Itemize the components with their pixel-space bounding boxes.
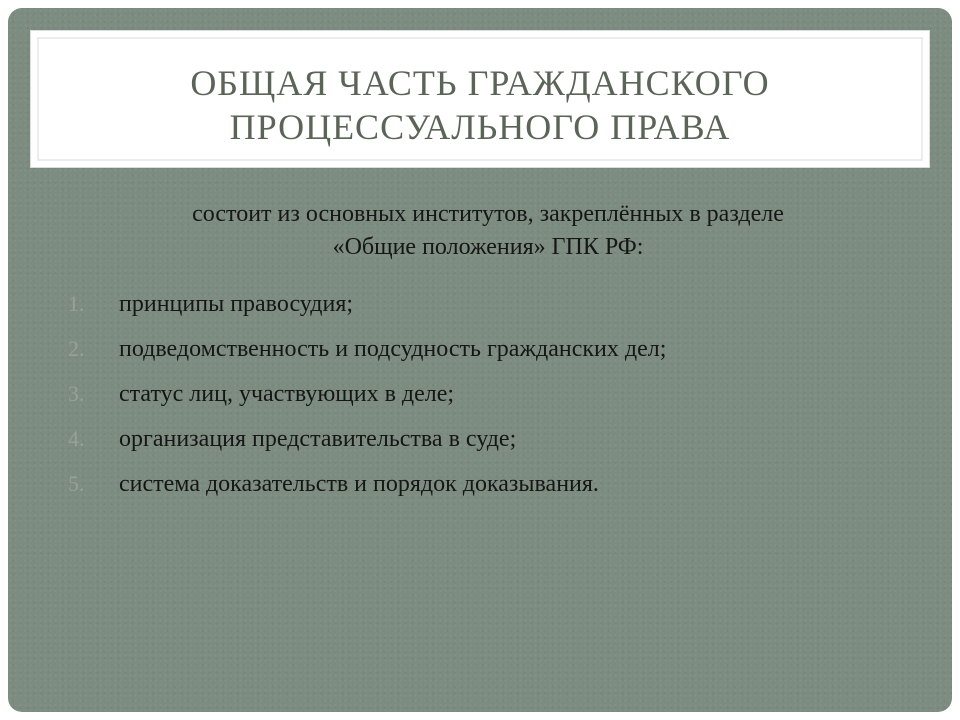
slide-title xyxy=(39,61,921,149)
list-item xyxy=(68,329,928,374)
list-item xyxy=(68,464,928,509)
list-item xyxy=(68,419,928,464)
list-item-text: система доказательств и порядок доказывания. xyxy=(119,471,599,497)
list-item-number: 3. xyxy=(68,381,85,406)
list-item-text: принципы правосудия; xyxy=(119,291,354,317)
list-item xyxy=(68,374,928,419)
list-item-number: 2. xyxy=(68,336,85,361)
list-item-text: статус лиц, участвующих в деле; xyxy=(119,381,455,407)
list-item-number: 4. xyxy=(68,426,85,451)
list-item-text: организация представительства в суде; xyxy=(119,426,517,452)
list-item-number: 1. xyxy=(68,291,85,316)
intro-text xyxy=(68,198,908,264)
list-item-text: подведомственность и подсудность гражданских дел; xyxy=(119,336,667,362)
list-item-number: 5. xyxy=(68,471,85,496)
intro-line-2: «Общие положения» ГПК РФ: xyxy=(332,234,644,260)
numbered-list xyxy=(68,284,928,509)
title-line-1: ОБЩАЯ ЧАСТЬ ГРАЖДАНСКОГО xyxy=(190,63,770,103)
slide xyxy=(8,8,952,712)
list-item xyxy=(68,284,928,329)
title-line-2: ПРОЦЕССУАЛЬНОГО ПРАВА xyxy=(229,107,731,147)
title-frame xyxy=(37,37,923,161)
intro-line-1: состоит из основных институтов, закреплённых в разделе xyxy=(192,201,784,227)
title-box xyxy=(30,30,930,168)
